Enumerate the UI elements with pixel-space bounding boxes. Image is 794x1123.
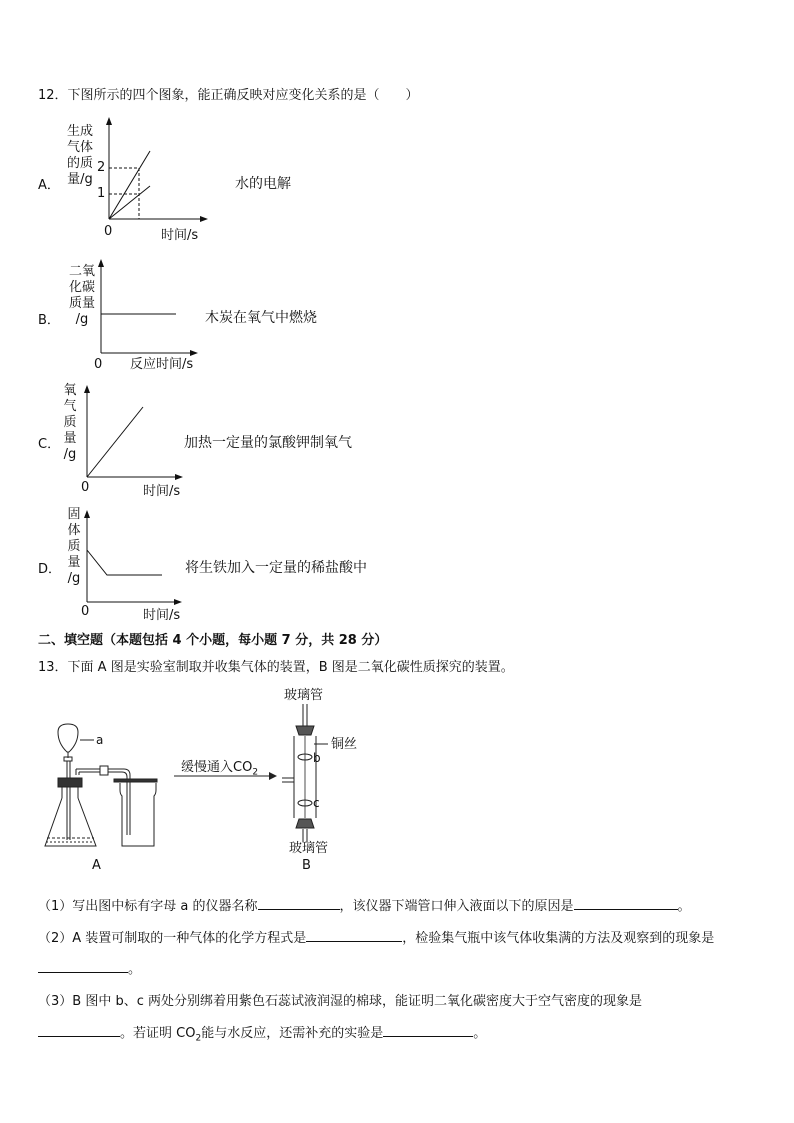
option-c-letter: C．: [38, 437, 61, 452]
graph-b-ylabel-line: 二氧: [68, 264, 95, 279]
label-c: c: [313, 796, 320, 810]
graph-a-ylabel-line: 量/g: [67, 172, 93, 187]
label-b: b: [313, 751, 321, 765]
blank-reason[interactable]: [574, 897, 678, 910]
blank-instrument-name[interactable]: [258, 897, 340, 910]
blank-collection-test[interactable]: [38, 960, 128, 973]
glass-tube-top-label: 玻璃管: [284, 688, 324, 703]
q13-part-2: [38, 927, 714, 946]
q13-part-1-text-c: 。: [677, 899, 691, 914]
graph-d-ylabel-line: 体: [67, 523, 81, 538]
q13-part-3-text-c: 能与水反应，还需补充的实验是: [201, 1026, 384, 1041]
graph-b-ylabel-line: /g: [75, 312, 89, 327]
q13-part-2-text-a: （2）A 装置可制取的一种气体的化学方程式是: [38, 931, 307, 946]
graph-b-origin: 0: [94, 357, 103, 372]
section-heading: 二、填空题（本题包括 4 个小题，每小题 7 分，共 28 分）: [38, 633, 388, 648]
q13-part-2-text-b: ，检验集气瓶中该气体收集满的方法及观察到的现象是: [402, 931, 715, 946]
graph-d-origin: 0: [81, 604, 90, 619]
q13-part-3-text-d: 。: [473, 1026, 487, 1041]
graph-a-ylabel-line: 的质: [66, 156, 93, 171]
graph-a-xlabel: 时间/s: [161, 228, 199, 243]
graph-c-xlabel: 时间/s: [143, 484, 181, 499]
graph-c-ylabel-line: 气: [63, 399, 77, 414]
copper-wire-label: 铜丝: [331, 737, 358, 752]
q13-part-1: [38, 895, 691, 914]
blank-supplement-experiment[interactable]: [383, 1024, 473, 1037]
q13-part-3-text-b: 。若证明 CO: [120, 1026, 196, 1041]
label-a: a: [96, 733, 104, 747]
option-a-letter: A．: [38, 178, 60, 193]
graph-c-ylabel-line: 氧: [63, 383, 77, 398]
q13-part-3: （3）B 图中 b、c 两处分别绑着用紫色石蕊试液润湿的棉球，能证明二氧化碳密度大于空气密度的现象是: [38, 994, 642, 1009]
question-13-stem: 13．下面 A 图是实验室制取并收集气体的装置，B 图是二氧化碳性质探究的装置。: [38, 660, 514, 675]
q13-part-1-text-a: （1）写出图中标有字母 a 的仪器名称: [38, 899, 258, 914]
figure-b-caption: B: [302, 858, 311, 873]
graph-d-ylabel-line: /g: [67, 571, 81, 586]
question-12-stem: 12．下图所示的四个图象，能正确反映对应变化关系的是（ ）: [38, 88, 419, 103]
graph-c-ylabel-line: /g: [63, 447, 77, 462]
option-b-description: 木炭在氧气中燃烧: [205, 310, 317, 326]
graph-a-ylabel-line: 生成: [66, 124, 93, 139]
q13-part-3-cont: [38, 1022, 486, 1044]
q13-part-2-cont: [38, 958, 141, 977]
blank-chemical-equation[interactable]: [306, 929, 402, 942]
option-c-description: 加热一定量的氯酸钾制氧气: [184, 435, 352, 451]
option-b-letter: B．: [38, 313, 60, 328]
q13-part-3-subscript: 2: [195, 1033, 202, 1044]
graph-a-tick-2: 2: [97, 160, 106, 175]
arrow-caption-subscript: 2: [252, 767, 259, 778]
graph-d-ylabel-line: 固: [67, 507, 81, 522]
graph-b-ylabel-line: 化碳: [68, 280, 95, 295]
graph-d-ylabel-line: 量: [67, 555, 81, 570]
glass-tube-bottom-label: 玻璃管: [289, 841, 329, 856]
graph-c-ylabel-line: 量: [63, 431, 77, 446]
option-a-description: 水的电解: [235, 176, 291, 192]
option-d-description: 将生铁加入一定量的稀盐酸中: [185, 560, 367, 576]
q13-part-1-text-b: ，该仪器下端管口伸入液面以下的原因是: [339, 899, 574, 914]
graph-d-ylabel-line: 质: [67, 539, 81, 554]
arrow-caption-text: 缓慢通入CO: [181, 760, 253, 775]
graph-a-origin: 0: [104, 224, 113, 239]
graph-a-tick-1: 1: [97, 186, 106, 201]
glass-tube-apparatus: [282, 704, 328, 842]
figure-a-caption: A: [92, 858, 101, 873]
graph-b-xlabel: 反应时间/s: [130, 357, 194, 372]
graph-a-ylabel-line: 气体: [66, 140, 93, 155]
graph-d-xlabel: 时间/s: [143, 608, 181, 623]
blank-density-phenomenon[interactable]: [38, 1024, 120, 1037]
gas-jar: [114, 779, 157, 846]
arrow-caption: [181, 760, 258, 781]
graph-c-ylabel-line: 质: [63, 415, 77, 430]
graph-c-origin: 0: [81, 480, 90, 495]
q13-part-2-text-c: 。: [128, 962, 142, 977]
graph-b-ylabel-line: 质量: [68, 296, 95, 311]
option-d-letter: D．: [38, 562, 62, 577]
